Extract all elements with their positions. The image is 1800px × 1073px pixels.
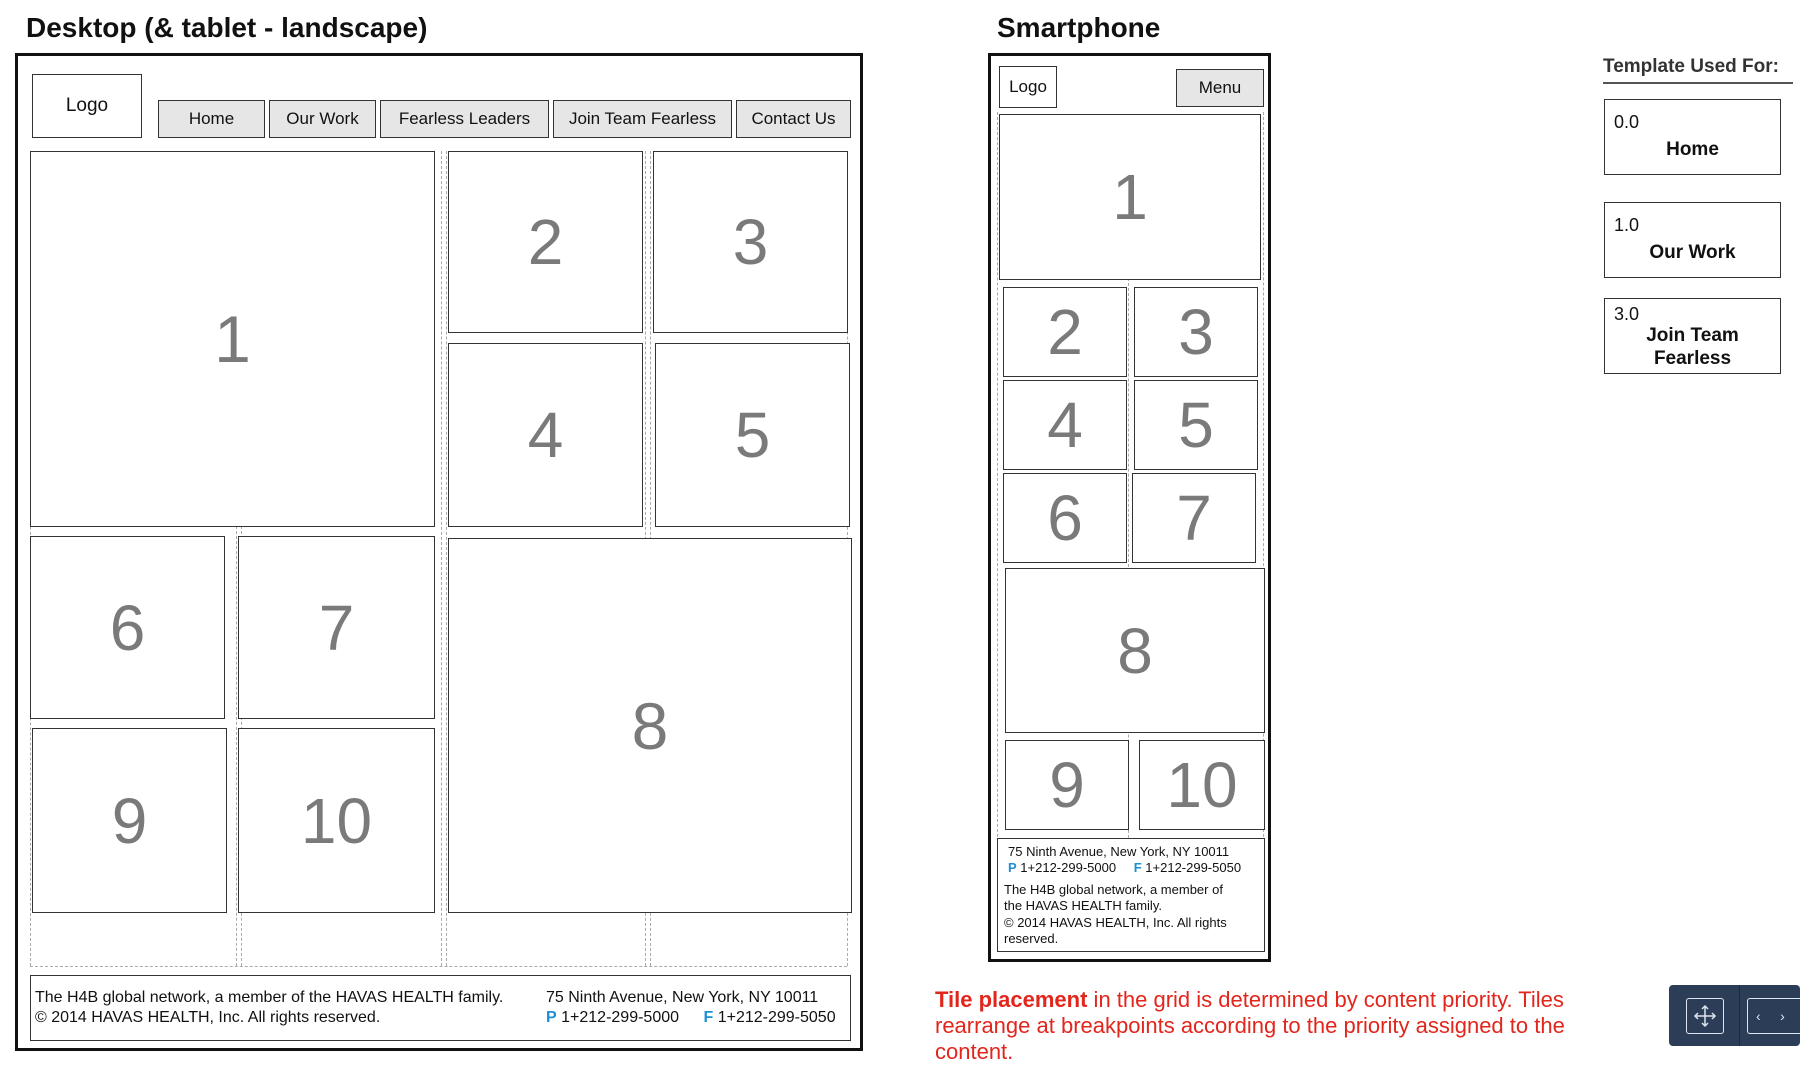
row-guide bbox=[30, 966, 847, 967]
footer-phone-row bbox=[546, 1008, 836, 1027]
note-text: content. bbox=[935, 1039, 1014, 1064]
chevron-left-icon[interactable]: ‹ › bbox=[1747, 998, 1800, 1034]
footer-copyright: © 2014 HAVAS HEALTH, Inc. All rights reserved. bbox=[35, 1009, 381, 1026]
note-text: rearrange at breakpoints according to the priority assigned to the bbox=[935, 1013, 1565, 1038]
desktop-tile-5: 5 bbox=[655, 343, 850, 527]
desktop-tile-2: 2 bbox=[448, 151, 643, 333]
desktop-tile-3: 3 bbox=[653, 151, 848, 333]
templates-heading: Template Used For: bbox=[1603, 56, 1779, 77]
desktop-tile-8: 8 bbox=[448, 538, 852, 913]
footer-address: 75 Ninth Avenue, New York, NY 10011 bbox=[1008, 844, 1230, 859]
desktop-tile-9: 9 bbox=[32, 728, 227, 913]
footer-address: 75 Ninth Avenue, New York, NY 10011 bbox=[546, 989, 819, 1006]
nav-contact-us-button[interactable]: Contact Us bbox=[736, 100, 851, 138]
phone-number: 1+212-299-5000 bbox=[561, 1009, 680, 1026]
template-item-our-work bbox=[1604, 202, 1781, 278]
fax-number: 1+212-299-5050 bbox=[717, 1009, 836, 1026]
column-guide bbox=[236, 526, 237, 966]
phone-tile-8: 8 bbox=[1005, 568, 1265, 733]
fit-screen-glyph bbox=[1692, 1003, 1718, 1029]
phone-tile-7: 7 bbox=[1132, 473, 1256, 563]
menu-button[interactable]: Menu bbox=[1176, 69, 1264, 107]
template-name: Home bbox=[1666, 139, 1719, 160]
template-number: 0.0 bbox=[1614, 112, 1640, 132]
footer-network-text: the HAVAS HEALTH family. bbox=[1004, 898, 1162, 913]
phone-tile-4: 4 bbox=[1003, 380, 1127, 470]
smartphone-frame bbox=[988, 53, 1271, 962]
phone-tile-9: 9 bbox=[1005, 740, 1129, 830]
note-text: in the grid is determined by content priority. Tiles bbox=[1087, 987, 1564, 1012]
desktop-tile-7: 7 bbox=[238, 536, 435, 719]
phone-tile-5: 5 bbox=[1134, 380, 1258, 470]
phone-tile-6: 6 bbox=[1003, 473, 1127, 563]
template-name: Join Team bbox=[1646, 325, 1739, 346]
controls-divider bbox=[1739, 985, 1740, 1046]
template-item-join-team-fearless bbox=[1604, 298, 1781, 374]
smartphone-title: Smartphone bbox=[997, 12, 1161, 43]
column-guide bbox=[446, 151, 447, 966]
desktop-footer bbox=[30, 975, 851, 1041]
nav-fearless-leaders-button[interactable]: Fearless Leaders bbox=[380, 100, 549, 138]
footer-copyright: reserved. bbox=[1004, 931, 1059, 946]
desktop-frame bbox=[15, 53, 863, 1051]
desktop-tile-4: 4 bbox=[448, 343, 643, 527]
phone-tile-3: 3 bbox=[1134, 287, 1258, 377]
template-name: Our Work bbox=[1649, 242, 1736, 263]
phone-number: 1+212-299-5000 bbox=[1020, 860, 1117, 875]
phone-label: P bbox=[1008, 860, 1017, 875]
fax-number: 1+212-299-5050 bbox=[1145, 860, 1242, 875]
smartphone-logo[interactable]: Logo bbox=[999, 66, 1057, 108]
smartphone-footer bbox=[997, 838, 1265, 952]
nav-our-work-button[interactable]: Our Work bbox=[269, 100, 376, 138]
phone-tile-2: 2 bbox=[1003, 287, 1127, 377]
desktop-logo[interactable]: Logo bbox=[32, 74, 142, 138]
footer-phone-row bbox=[1008, 860, 1241, 876]
desktop-tile-1: 1 bbox=[30, 151, 435, 527]
footer-network-text: The H4B global network, a member of the HAVAS HEALTH family. bbox=[35, 989, 504, 1006]
phone-tile-1: 1 bbox=[999, 114, 1261, 280]
nav-join-team-fearless-button[interactable]: Join Team Fearless bbox=[553, 100, 732, 138]
desktop-tile-10: 10 bbox=[238, 728, 435, 913]
nav-home-button[interactable]: Home bbox=[158, 100, 265, 138]
column-guide bbox=[441, 151, 442, 966]
desktop-tile-6: 6 bbox=[30, 536, 225, 719]
fit-screen-icon[interactable] bbox=[1686, 998, 1724, 1034]
phone-tile-10: 10 bbox=[1139, 740, 1265, 830]
footer-copyright: © 2014 HAVAS HEALTH, Inc. All rights bbox=[1004, 915, 1227, 930]
fax-label: F bbox=[703, 1009, 714, 1026]
template-number: 3.0 bbox=[1614, 304, 1640, 324]
phone-label: P bbox=[546, 1009, 557, 1026]
footer-network-text: The H4B global network, a member of bbox=[1004, 882, 1223, 897]
column-guide bbox=[997, 112, 998, 882]
template-item-home bbox=[1604, 99, 1781, 175]
template-name: Fearless bbox=[1653, 348, 1732, 369]
viewer-controls bbox=[1669, 985, 1800, 1046]
note-bold: Tile placement bbox=[935, 987, 1088, 1012]
tile-placement-note bbox=[935, 987, 1635, 1065]
templates-heading-rule bbox=[1603, 82, 1793, 84]
desktop-title: Desktop (& tablet - landscape) bbox=[26, 12, 428, 43]
template-number: 1.0 bbox=[1614, 215, 1640, 235]
fax-label: F bbox=[1133, 860, 1142, 875]
